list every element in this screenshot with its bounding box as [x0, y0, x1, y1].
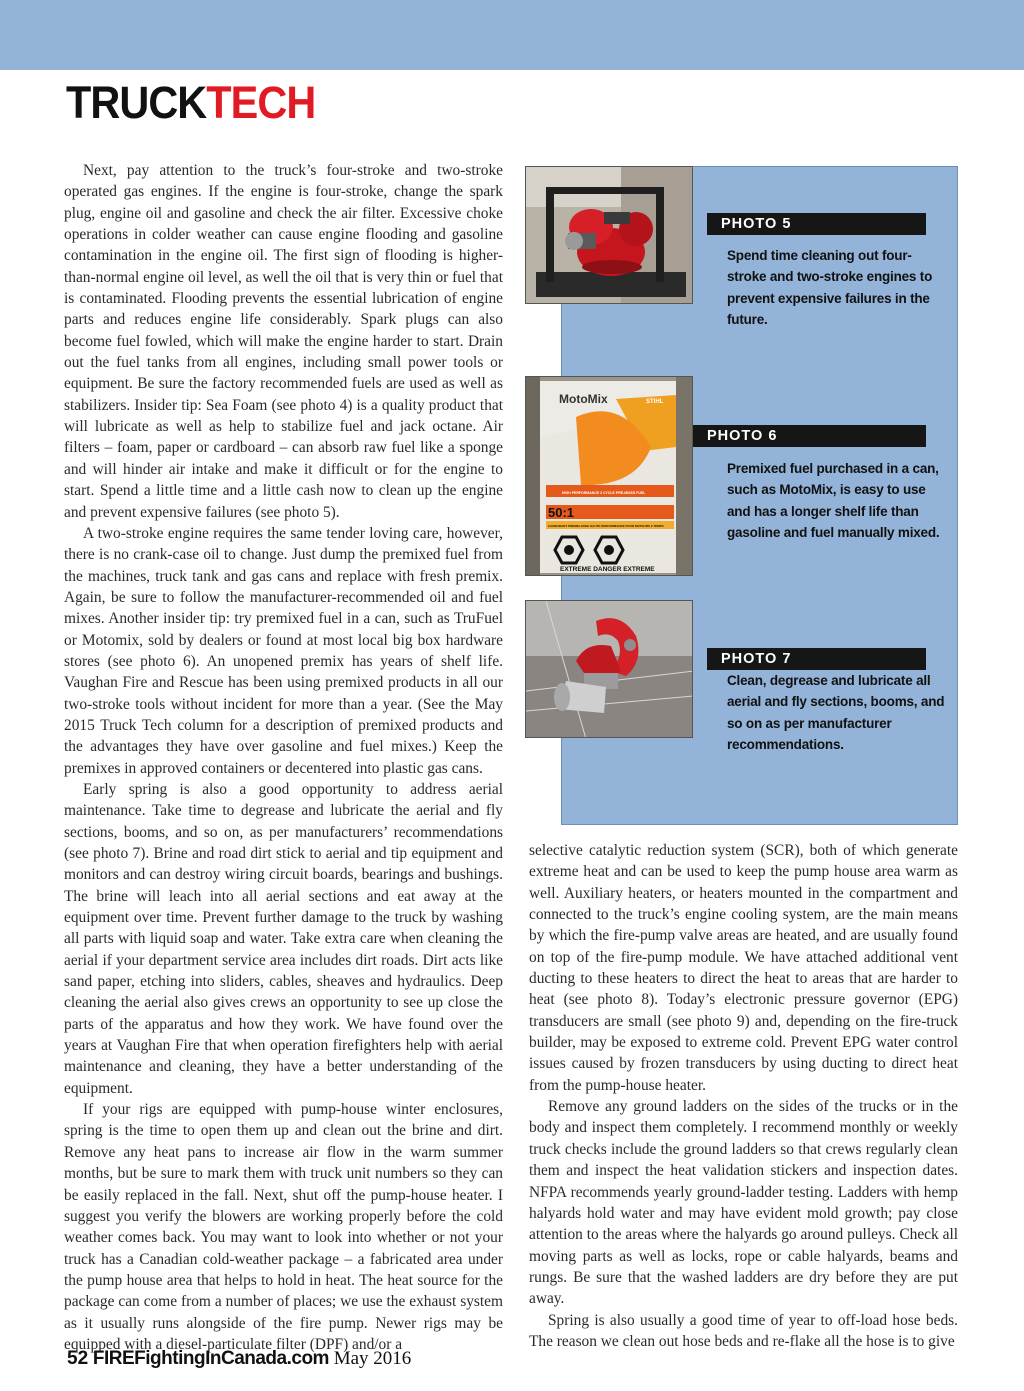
photo-7-label: PHOTO 7 — [707, 648, 926, 670]
product-maker: STIHL — [646, 399, 664, 405]
photo-7-caption: Clean, degrease and lubricate all aerial and fly sections, booms, and so on as per manufacturer recommendations. — [727, 673, 945, 752]
product-banner-en: HIGH PERFORMANCE 2 CYCLE PRE-MIXED FUEL — [562, 491, 646, 495]
product-brand: MotoMix — [559, 392, 608, 406]
section-title-truck: TRUCK — [66, 77, 207, 128]
motomix-can-image — [526, 377, 693, 576]
photo-6-caption: Premixed fuel purchased in a can, such as MotoMix, is easy to use and has a longer shelf life than gasoline and fuel manually mixed. — [727, 461, 940, 540]
article-paragraph: A two-stroke engine requires the same tender loving care, however, there is no crank-case oil to change. Just dump the premixed fuel from the machines, truck tank and gas cans and replace with fresh premix. Again, be sure to follow the manufacturer-recommended oil and fuel mixes. Another insider tip: try premixed fuel in a can, such as TruFuel or Motomix, sold by dealers or found at most local big box hardware stores (see photo 6). An unopened premix has years of shelf life. Vaughan Fire and Rescue has been using premixed products in all our two-stroke tools without incident for more than a year. (See the May 2015 Truck Tech column for a description of premixed products and the advantages they have over gasoline and fuel mixes.) Keep the premixes in approved containers or decentered into plastic gas cans. — [64, 524, 503, 777]
page-footer — [67, 1346, 411, 1372]
product-banner-fr: CARBURANT PREMELANGE HAUTE PERFORMANCE POUR MOTEURS 2 TEMPS — [548, 524, 664, 528]
product-warning: EXTREME DANGER EXTREME — [560, 566, 655, 573]
top-color-band — [0, 0, 1024, 70]
article-left-column — [64, 160, 503, 1355]
photo-7-aerial-nozzle — [525, 600, 693, 738]
article-paragraph: If your rigs are equipped with pump-house winter enclosures, spring is the time to open them up and clean out the brine and dirt. Remove any heat pans to increase air flow in the warm summer months, but be sure to mark them with truck unit numbers so they can be easily replaced in the fall. Next, shut off the pump-house heater. I suggest you verify the blowers are working properly before the cold weather comes back. You may want to look into whether or not your truck has a Canadian cold-weather package – a fabricated area under the pump house area that helps to hold in heat. The heat source for the package can come from a number of places; we use the exhaust system as it usually runs alongside of the fire pump. Newer rigs may be equipped with a diesel-particulate filter (DPF) and/or a — [64, 1101, 503, 1353]
footer-issue-date: May 2016 — [333, 1348, 412, 1369]
photo-6-label: PHOTO 6 — [693, 425, 926, 447]
aerial-nozzle-image — [526, 601, 693, 738]
section-title — [66, 78, 315, 128]
photo-5-engine-pump — [525, 166, 693, 304]
article-paragraph: Remove any ground ladders on the sides of the trucks or in the body and inspect them completely. I recommend monthly or weekly truck checks include the ground ladders so that crews regularly clean them and inspect the heat validation stickers and inspection dates. NFPA recommends yearly ground-ladder testing. Ladders with hemp halyards hold water and may have evident mold growth; pay close attention to the areas where the halyards go around pulleys. Check all moving parts as well as locks, rope or cable halyards, beams and rungs. Be sure that the washed ladders are dry before they are put away. — [529, 1098, 958, 1308]
section-title-tech: TECH — [206, 77, 316, 128]
engine-pump-image — [526, 167, 693, 304]
article-paragraph: Spring is also usually a good time of year to off-load hose beds. The reason we clean out hose beds and re-flake all the hose is to give — [529, 1311, 958, 1350]
article-right-column — [529, 840, 958, 1352]
article-paragraph: Early spring is also a good opportunity to address aerial maintenance. Take time to degrease and lubricate the aerial and fly sections, booms, and so on, as per manufacturers’ recommendations (see photo 7). Brine and road dirt stick to aerial and tip equipment and monitors and can destroy wiring circuit boards, bearings and bushings. The brine will leach into all aerial sections and eat away at the equipment over time. Prevent further damage to the truck by washing all parts with liquid soap and water. Take extra care when cleaning the aerial if your department service area includes dirt roads. Dirt acts like sand paper, etching into sliders, cables, sheaves and hydraulics. Deep cleaning the aerial also gives crews an opportunity to see up close the parts of the apparatus and how they work. We have found over the years at Vaughan Fire that when operation firefighters help with aerial maintenance and cleaning, they have a better understanding of the equipment. — [64, 780, 503, 1097]
article-paragraph: Next, pay attention to the truck’s four-stroke and two-stroke operated gas engines. If the engine is four-stroke, change the spark plug, engine oil and gasoline and check the air filter. Excessive choke operations in colder weather can cause engine flooding and gasoline contamination in the engine oil. The first sign of flooding is higher-than-normal engine oil level, as well the oil that is very thin or fuel that is contaminated. Flooding prevents the essential lubrication of engine parts and reduces engine life considerably. Spark plugs can also become fuel fowled, which will make the engine harder to start. Drain out the fuel tanks from all engines, including small power tools or equipment. Be sure the factory recommended fuels are used as well as stabilizers. Insider tip: Sea Foam (see photo 4) is a quality product that will lubricate as well as help to stabilize fuel and jack octane. Air filters – foam, paper or cardboard – can absorb raw fuel like a sponge and will hinder air intake and make it difficult or for the engine to start. Spend a little time and a little cash now to clean up the engine and prevent expensive failures (see photo 5). — [64, 162, 503, 521]
product-ratio: 50:1 — [548, 505, 575, 520]
photo-6-motomix-can — [525, 376, 693, 576]
page-number: 52 — [67, 1348, 89, 1369]
photo-5-label: PHOTO 5 — [707, 213, 926, 235]
article-paragraph: selective catalytic reduction system (SCR), both of which generate extreme heat and can be used to keep the pump house area warm as well. Auxiliary heaters, or heaters mounted in the compartment and connected to the truck’s engine cooling system, are the main means by which the fire-pump valve areas are heated, and are usually found on top of the fire-pump module. We have attached additional vent ducting to these heaters to direct the heat to areas that are harder to heat (see photo 8). Today’s electronic pressure governor (EPG) transducers are small (see photo 9) and, depending on the fire-truck builder, may be exposed to extreme cold. Prevent EPG water control issues caused by frozen transducers by using ducting to direct heat from the pump-house heater. — [529, 842, 958, 1094]
footer-website: FIREFightingInCanada.com — [92, 1348, 329, 1369]
photo-5-caption: Spend time cleaning out four-stroke and two-stroke engines to prevent expensive failures in the future. — [727, 248, 933, 327]
